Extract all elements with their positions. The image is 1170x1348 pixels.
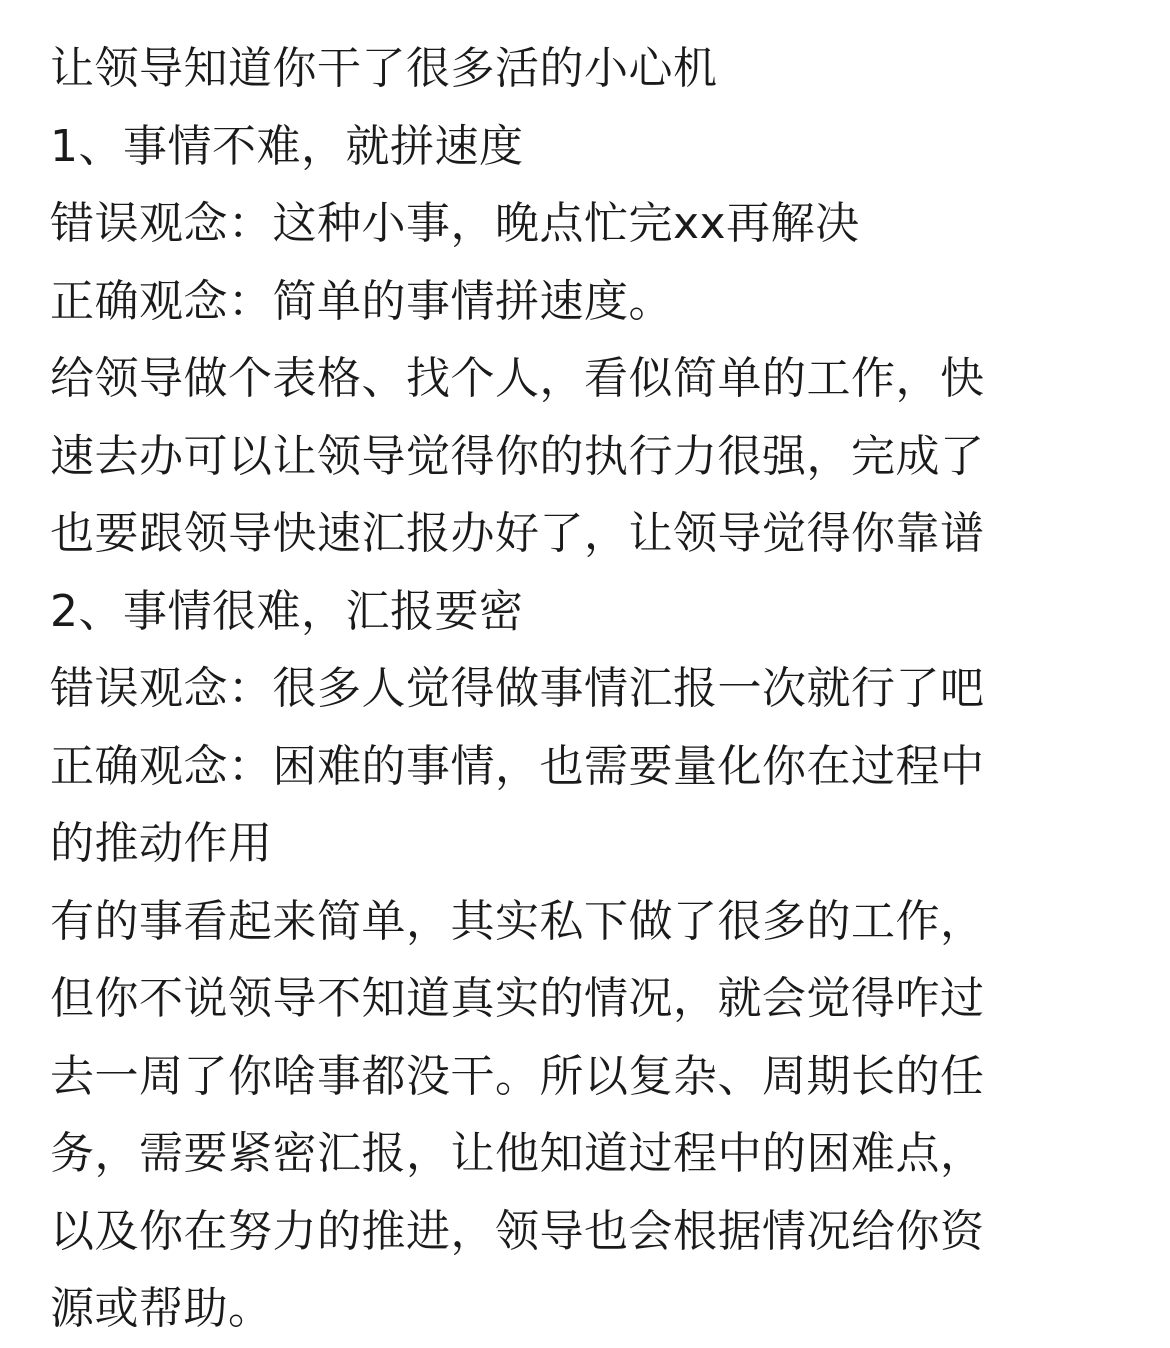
document-title: 让领导知道你干了很多活的小心机 (50, 43, 718, 94)
section-1-body-line: 速去办可以让领导觉得你的执行力很强，完成了 (50, 430, 985, 482)
section-2-body-line: 去一周了你啥事都没干。所以复杂、周期长的任 (50, 1050, 985, 1102)
section-2-body-line: 源或帮助。 (50, 1283, 273, 1334)
section-2-wrong-view: 错误观念：很多人觉得做事情汇报一次就行了吧 (50, 663, 985, 714)
section-2-body-line: 务，需要紧密汇报，让他知道过程中的困难点， (50, 1128, 985, 1179)
section-2-right-view-cont: 的推动作用 (50, 818, 273, 869)
section-2-body-line: 以及你在努力的推进，领导也会根据情况给你资 (50, 1205, 985, 1257)
section-1-wrong-view: 错误观念：这种小事，晚点忙完xx再解决 (50, 198, 860, 249)
section-2-body-line: 有的事看起来简单，其实私下做了很多的工作， (50, 895, 985, 947)
section-1-body-line: 给领导做个表格、找个人，看似简单的工作，快 (50, 353, 985, 404)
section-2-body-line: 但你不说领导不知道真实的情况，就会觉得咋过 (50, 973, 985, 1024)
section-2-heading: 2、事情很难，汇报要密 (50, 585, 524, 637)
section-1-heading: 1、事情不难，就拼速度 (50, 120, 524, 172)
section-1-right-view: 正确观念：简单的事情拼速度。 (50, 275, 673, 327)
section-1-body-line: 也要跟领导快速汇报办好了，让领导觉得你靠谱 (50, 508, 985, 559)
section-2-right-view: 正确观念：困难的事情，也需要量化你在过程中 (50, 740, 985, 792)
document-body (50, 30, 1100, 1348)
